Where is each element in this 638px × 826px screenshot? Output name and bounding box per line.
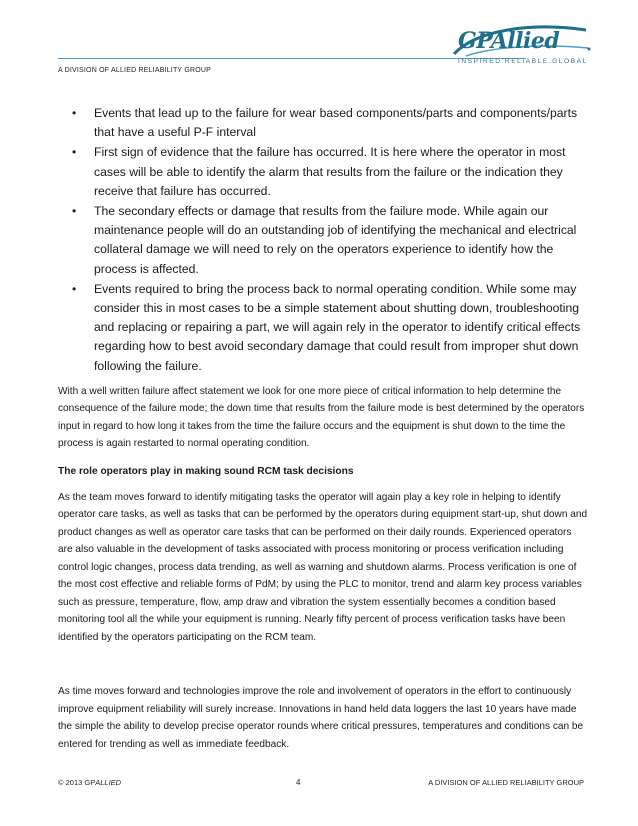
bullet-icon: • bbox=[72, 106, 77, 120]
division-group-name: ALLIED RELIABILITY GROUP bbox=[111, 67, 211, 74]
page-content bbox=[58, 104, 588, 753]
footer-division bbox=[428, 778, 584, 787]
page-footer bbox=[58, 778, 584, 792]
bullet-text: The secondary effects or damage that results from the failure mode. While again our maintenance people will do an outstanding job of identifying the mechanical and electrical collateral damage we will need to rely on the operators experience to identify how the process is affected. bbox=[94, 204, 577, 276]
bullet-list bbox=[72, 104, 588, 376]
bullet-icon: • bbox=[72, 281, 77, 296]
page-header bbox=[0, 0, 638, 80]
bullet-icon: • bbox=[72, 204, 77, 219]
bullet-text: First sign of evidence that the failure has occurred. It is here where the operator in most cases will be able to identify the alarm that results from the failure or the indication they receive that failure has occurred. bbox=[94, 145, 566, 198]
division-label bbox=[58, 67, 211, 74]
section-heading: The role operators play in making sound RCM task decisions bbox=[58, 465, 354, 477]
footer-division-group: ALLIED RELIABILITY GROUP bbox=[482, 778, 584, 787]
footer-division-prefix: A DIVISION OF bbox=[428, 778, 481, 787]
division-prefix: A DIVISION OF bbox=[58, 67, 110, 74]
paragraph-mitigating-tasks: As the team moves forward to identify mitigating tasks the operator will again play a key role in helping to identify operator care tasks, as well as tasks that can be performed by the operators during equipment start-up, shut down and product changes as well as operator care tasks that can be performed on their daily rounds. Experienced operators are also valuable in the development of tasks associated with process monitoring or process verification including control logic changes, process data trending, as well as warning and shutdown alarms. Process verification is one of the most cost effective and reliable forms of PdM; by using the PLC to monitor, trend and alarm key process variables such as pressure, temperature, flow, amp draw and vibration the system essentially becomes a condition based monitoring tool all the while your equipment is running. Nearly fifty percent of process verification tasks have been identified by the operators participating on the RCM team. bbox=[58, 491, 588, 643]
page-number: 4 bbox=[296, 778, 301, 787]
bullet-text: Events that lead up to the failure for wear based components/parts and components/parts that have a useful P-F interval bbox=[94, 106, 578, 140]
logo-tagline: INSPIRED.RELIABLE.GLOBAL bbox=[458, 58, 588, 65]
footer-copyright bbox=[58, 778, 121, 787]
list-item bbox=[72, 202, 588, 279]
copyright-prefix: © 2013 GP bbox=[58, 778, 96, 787]
paragraph-failure-effect: With a well written failure affect statement we look for one more piece of critical information to help determine the consequence of the failure mode; the down time that results from the failure mode is best determined by the operators input in regard to how long it takes from the time the failure occurs and the equipment is shut down to the time the process is again restarted to normal operating condition. bbox=[58, 385, 585, 450]
logo-wordmark: GPAllied bbox=[458, 28, 560, 54]
list-item bbox=[72, 104, 588, 142]
bullet-text: Events required to bring the process back to normal operating condition. While some may consider this in most cases to be a simple statement about shutting down, troubleshooting and replacing or repairing a part, we will again rely in the operator to identify critical effects regarding how to best avoid secondary damage that could result from improper shut down following the failure. bbox=[94, 281, 581, 373]
gpallied-logo bbox=[436, 18, 596, 70]
list-item bbox=[72, 280, 588, 376]
paragraph-technology: As time moves forward and technologies improve the role and involvement of operators in the effort to continuously improve equipment reliability will surely increase. Innovations in hand held data loggers the last 10 years have made the simple the ability to develop precise operator rounds where critical pressures, temperatures and conditions can be entered for trending as well as immediate feedback. bbox=[58, 686, 584, 750]
bullet-icon: • bbox=[72, 145, 77, 160]
list-item bbox=[72, 143, 588, 201]
copyright-brand: ALLIED bbox=[95, 778, 122, 787]
